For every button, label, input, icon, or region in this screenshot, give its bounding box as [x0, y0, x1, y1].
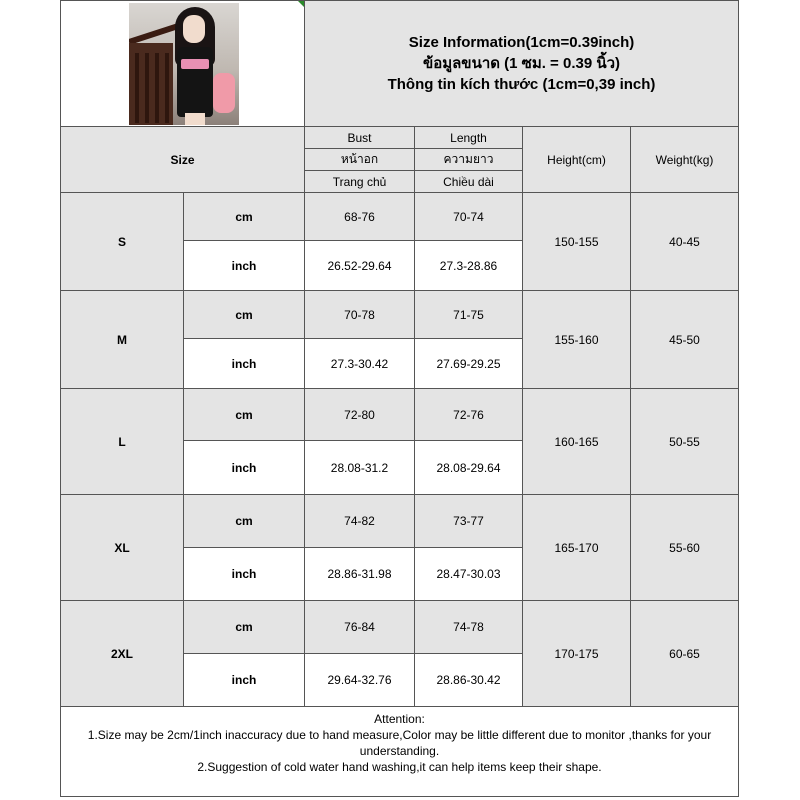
height-header: Height(cm): [523, 127, 631, 193]
weight-value: 55-60: [631, 495, 739, 601]
length-cm-value: 74-78: [415, 601, 523, 654]
size-label: 2XL: [61, 601, 184, 707]
bust-cm-value: 76-84: [305, 601, 415, 654]
height-value: 165-170: [523, 495, 631, 601]
size-label: L: [61, 389, 184, 495]
length-inch-value: 27.69-29.25: [415, 339, 523, 389]
size-chart-table: [60, 0, 739, 797]
length-cm-value: 72-76: [415, 389, 523, 441]
height-value: 170-175: [523, 601, 631, 707]
height-value: 155-160: [523, 291, 631, 389]
length-cm-value: 70-74: [415, 193, 523, 241]
length-inch-value: 28.47-30.03: [415, 548, 523, 601]
size-info-vi: Thông tin kích thước (1cm=0,39 inch): [387, 76, 656, 93]
unit-label-inch: inch: [184, 548, 305, 601]
bust-inch-value: 26.52-29.64: [305, 241, 415, 291]
bust-inch-value: 28.08-31.2: [305, 441, 415, 495]
length-header-en: Length: [415, 127, 523, 149]
unit-label-inch: inch: [184, 241, 305, 291]
bust-header-en: Bust: [305, 127, 415, 149]
unit-label-cm: cm: [184, 495, 305, 548]
unit-label-cm: cm: [184, 389, 305, 441]
unit-label-cm: cm: [184, 193, 305, 241]
height-value: 160-165: [523, 389, 631, 495]
size-column-header: Size: [61, 127, 305, 193]
height-value: 150-155: [523, 193, 631, 291]
corner-marker-icon: [298, 1, 304, 7]
bust-cm-value: 72-80: [305, 389, 415, 441]
attention-notes: [61, 707, 739, 797]
unit-label-cm: cm: [184, 291, 305, 339]
weight-value: 60-65: [631, 601, 739, 707]
attention-title: Attention:: [374, 712, 425, 726]
length-cm-value: 73-77: [415, 495, 523, 548]
length-inch-value: 28.86-30.42: [415, 654, 523, 707]
bust-header-th: หน้าอก: [305, 149, 415, 171]
product-photo-cell: [61, 1, 305, 127]
attention-note-2: 2.Suggestion of cold water hand washing,it can help items keep their shape.: [197, 760, 602, 774]
weight-value: 45-50: [631, 291, 739, 389]
unit-label-inch: inch: [184, 654, 305, 707]
weight-value: 40-45: [631, 193, 739, 291]
bust-inch-value: 27.3-30.42: [305, 339, 415, 389]
length-inch-value: 27.3-28.86: [415, 241, 523, 291]
length-cm-value: 71-75: [415, 291, 523, 339]
unit-label-inch: inch: [184, 339, 305, 389]
bust-header-vi: Trang chủ: [305, 171, 415, 193]
weight-value: 50-55: [631, 389, 739, 495]
bust-cm-value: 70-78: [305, 291, 415, 339]
size-info-en: Size Information(1cm=0.39inch): [408, 34, 635, 51]
bust-cm-value: 68-76: [305, 193, 415, 241]
length-header-vi: Chiều dài: [415, 171, 523, 193]
unit-label-cm: cm: [184, 601, 305, 654]
size-info-header: [305, 1, 739, 127]
weight-header: Weight(kg): [631, 127, 739, 193]
bust-cm-value: 74-82: [305, 495, 415, 548]
size-label: M: [61, 291, 184, 389]
length-inch-value: 28.08-29.64: [415, 441, 523, 495]
product-photo: [129, 3, 239, 125]
attention-note-1: 1.Size may be 2cm/1inch inaccuracy due to hand measure,Color may be little different due to monitor ,thanks for your understanding.: [87, 728, 712, 758]
size-label: XL: [61, 495, 184, 601]
size-label: S: [61, 193, 184, 291]
bust-inch-value: 29.64-32.76: [305, 654, 415, 707]
length-header-th: ความยาว: [415, 149, 523, 171]
bust-inch-value: 28.86-31.98: [305, 548, 415, 601]
size-info-th: ข้อมูลขนาด (1 ซม. = 0.39 นิ้ว): [422, 55, 621, 72]
unit-label-inch: inch: [184, 441, 305, 495]
